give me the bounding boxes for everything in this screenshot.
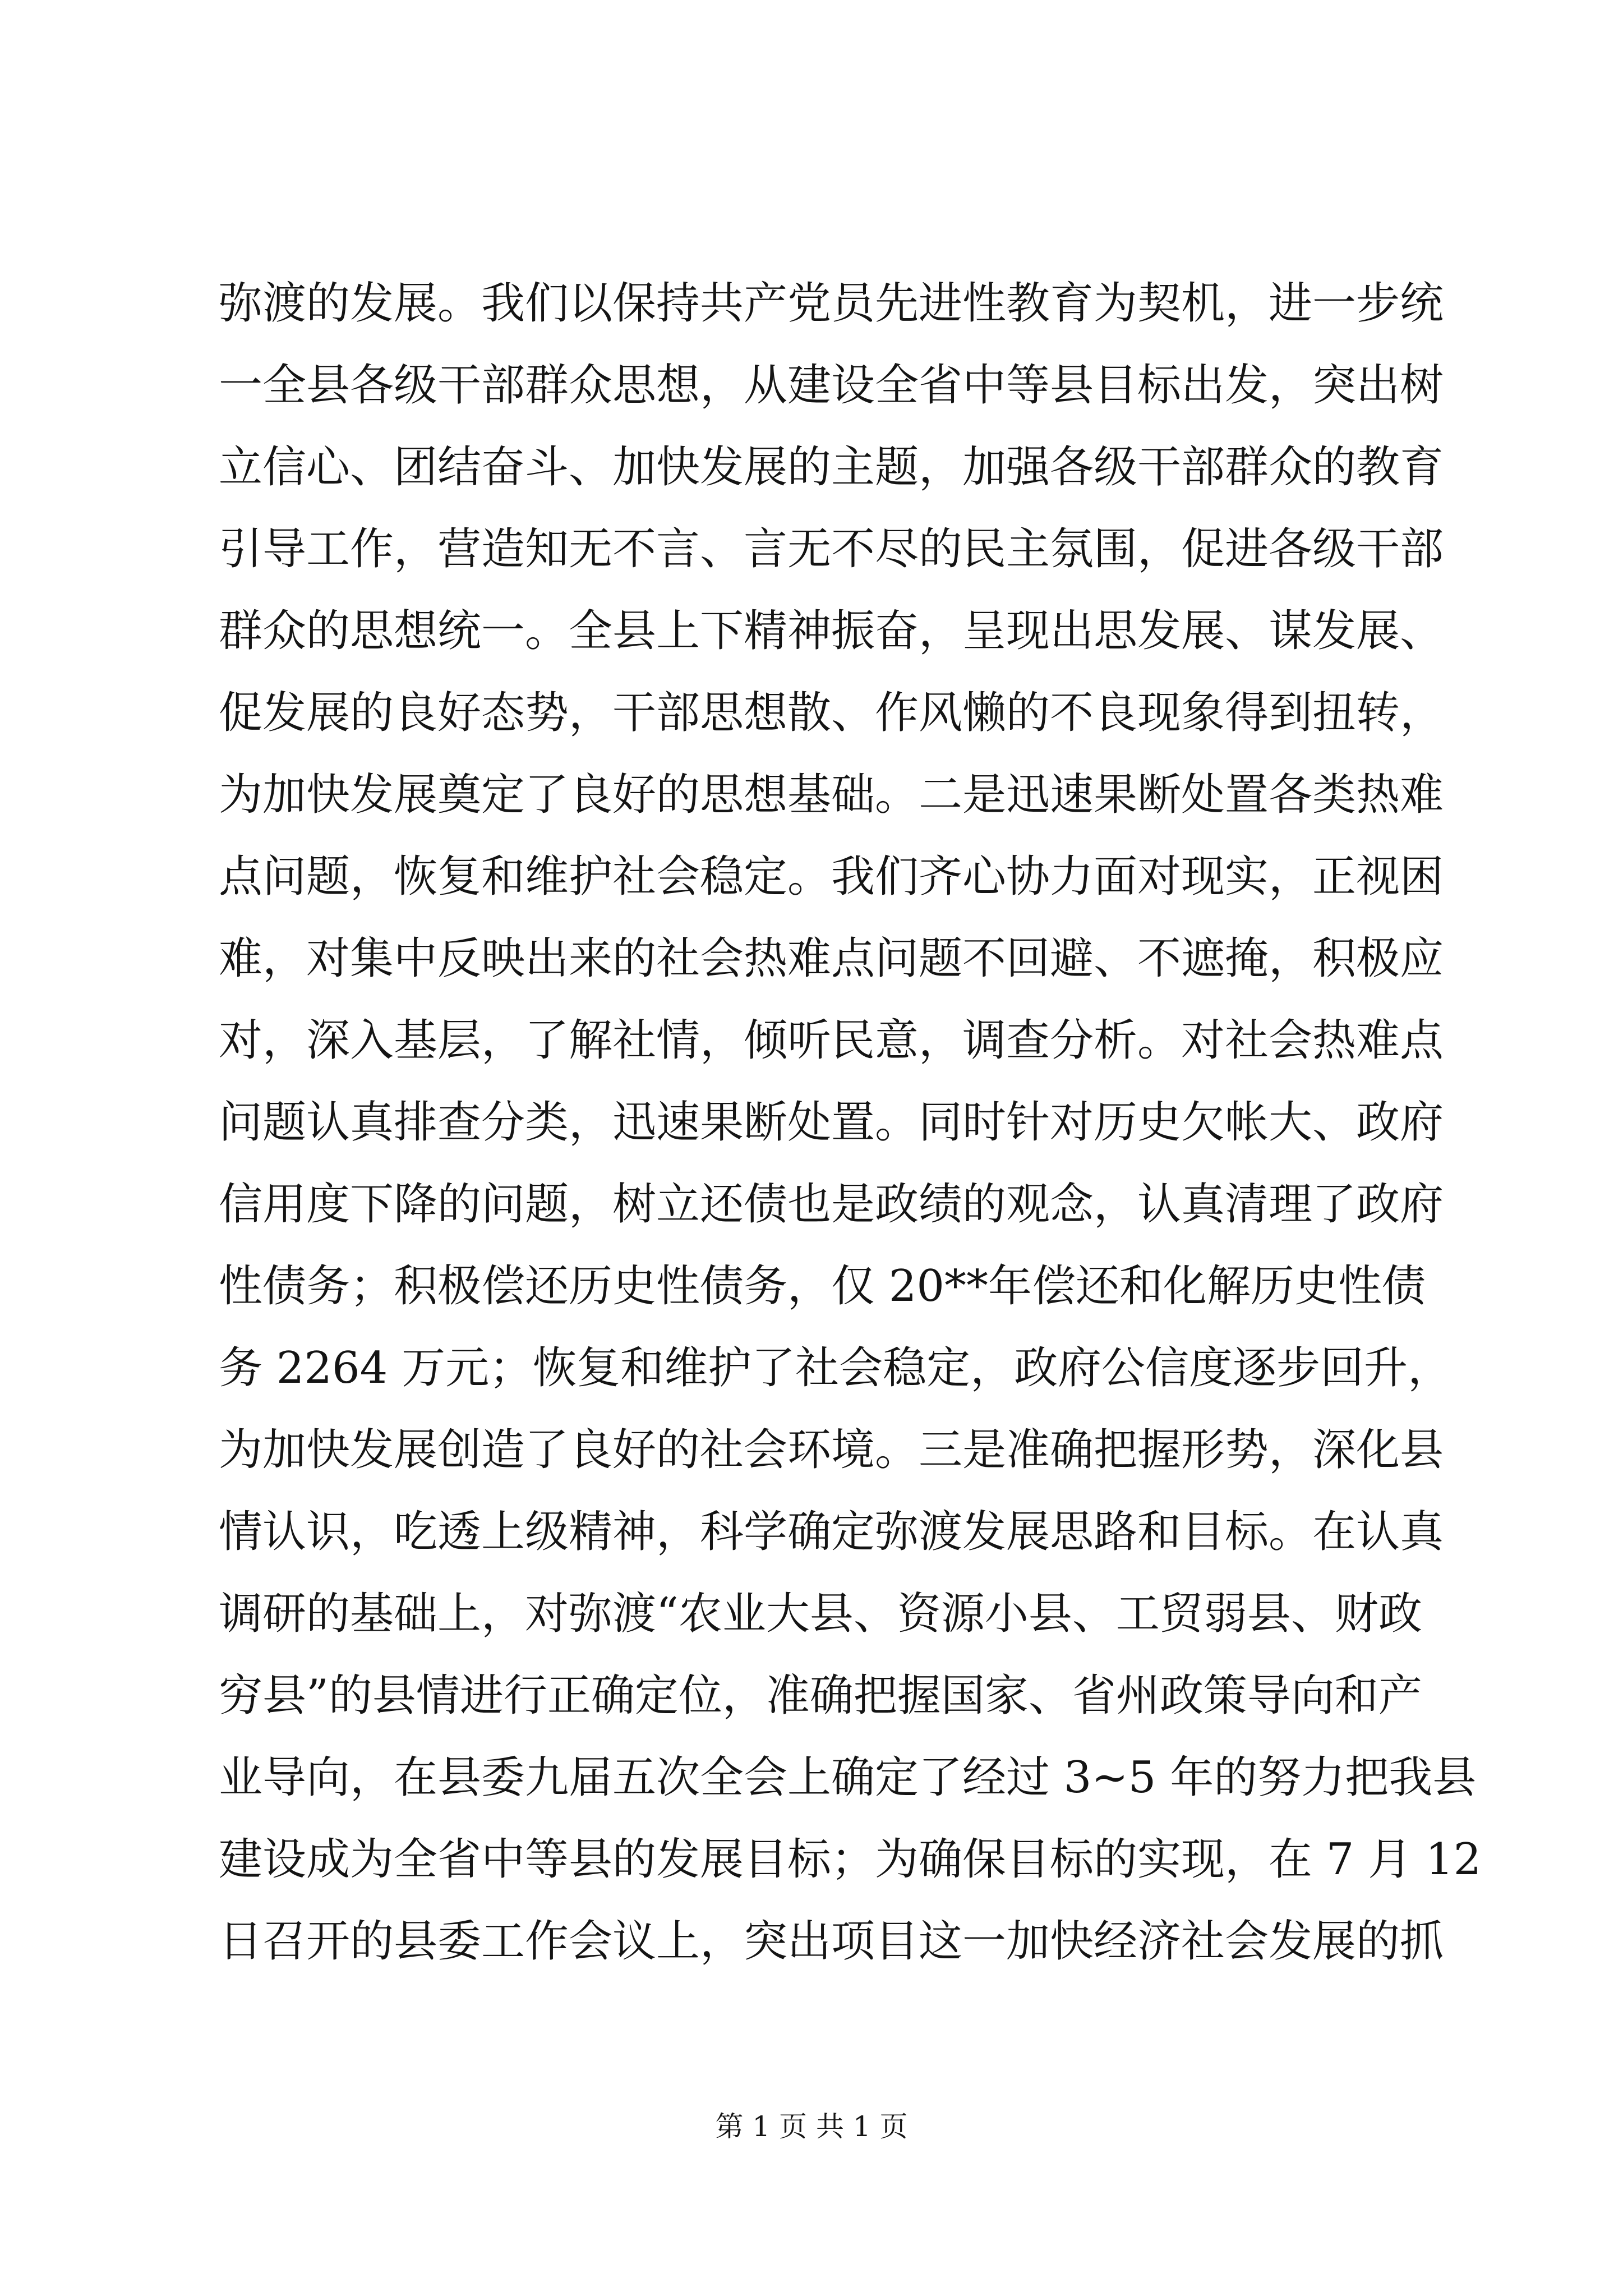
text-line: 务 2264 万元；恢复和维护了社会稳定，政府公信度逐步回升， xyxy=(219,1343,1452,1393)
text-line: 难，对集中反映出来的社会热难点问题不回避、不遮掩，积极应 xyxy=(219,933,1444,984)
text-line: 日召开的县委工作会议上，突出项目这一加快经济社会发展的抓 xyxy=(219,1916,1444,1967)
text-line: 立信心、团结奋斗、加快发展的主题，加强各级干部群众的教育 xyxy=(219,442,1444,493)
text-line: 建设成为全省中等县的发展目标；为确保目标的实现，在 7 月 12 xyxy=(219,1834,1482,1885)
text-line: 性债务；积极偿还历史性债务，仅 20**年偿还和化解历史性债 xyxy=(219,1261,1426,1312)
text-line: 弥渡的发展。我们以保持共产党员先进性教育为契机，进一步统 xyxy=(219,278,1444,329)
text-line: 群众的思想统一。全县上下精神振奋，呈现出思发展、谋发展、 xyxy=(219,606,1444,656)
body-text xyxy=(219,263,1482,1982)
text-line: 穷县”的县情进行正确定位，准确把握国家、省州政策导向和产 xyxy=(219,1671,1422,1721)
text-line: 一全县各级干部群众思想，从建设全省中等县目标出发，突出树 xyxy=(219,360,1444,411)
text-line: 问题认真排查分类，迅速果断处置。同时针对历史欠帐大、政府 xyxy=(219,1097,1444,1148)
text-line: 信用度下降的问题，树立还债也是政绩的观念，认真清理了政府 xyxy=(219,1179,1444,1230)
text-line: 点问题，恢复和维护社会稳定。我们齐心协力面对现实，正视困 xyxy=(219,852,1444,902)
text-line: 调研的基础上，对弥渡“农业大县、资源小县、工贸弱县、财政 xyxy=(219,1589,1422,1639)
text-line: 业导向，在县委九届五次全会上确定了经过 3~5 年的努力把我县 xyxy=(219,1752,1477,1803)
text-line: 情认识，吃透上级精神，科学确定弥渡发展思路和目标。在认真 xyxy=(219,1507,1444,1557)
text-line: 为加快发展奠定了良好的思想基础。二是迅速果断处置各类热难 xyxy=(219,770,1444,820)
text-line: 对，深入基层，了解社情，倾听民意，调查分析。对社会热难点 xyxy=(219,1015,1444,1066)
text-line: 引导工作，营造知无不言、言无不尽的民主氛围，促进各级干部 xyxy=(219,524,1444,574)
page-footer: 第 1 页 共 1 页 xyxy=(715,2110,908,2143)
text-line: 促发展的良好态势，干部思想散、作风懒的不良现象得到扭转， xyxy=(219,688,1444,738)
text-line: 为加快发展创造了良好的社会环境。三是准确把握形势，深化县 xyxy=(219,1425,1444,1475)
